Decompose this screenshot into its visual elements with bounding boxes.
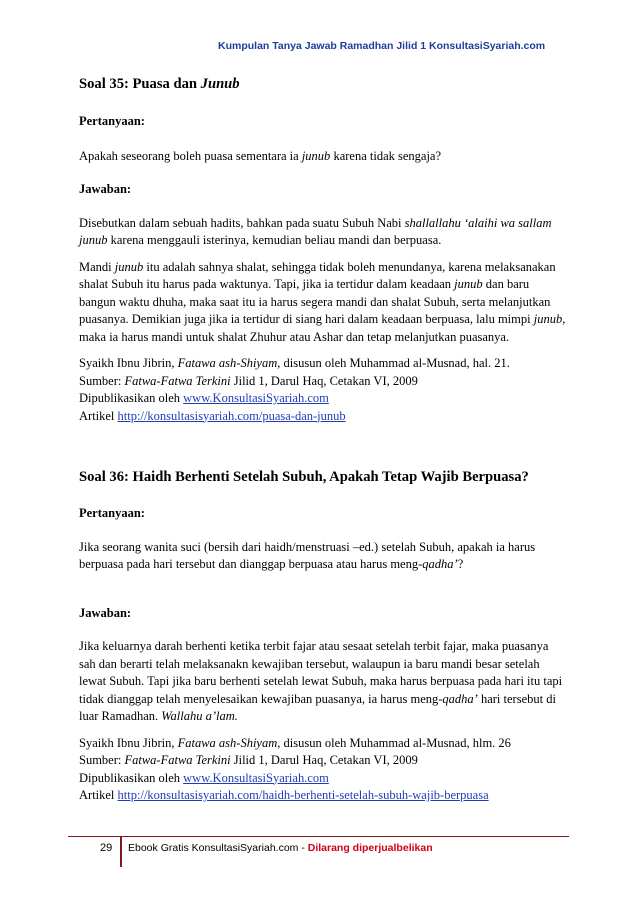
text-run: , disusun oleh Muhammad al-Musnad, hlm. 26 xyxy=(277,735,511,750)
footer-ebook-label: Ebook Gratis KonsultasiSyariah.com - xyxy=(128,842,308,854)
soal-35-question-label: Pertanyaan: xyxy=(79,114,145,128)
soal-35-title-emphasis: Junub xyxy=(200,76,240,92)
soal-35-references xyxy=(79,355,567,425)
reference-author xyxy=(79,355,567,373)
text-emphasis: shallallahu ‘alaihi wa sallam junub xyxy=(79,215,552,247)
text-run: , maka ia harus mandi untuk shalat Zhuhur atau Ashar dan tetap melanjutkan puasanya. xyxy=(79,312,566,344)
reference-book-title: Fatawa ash-Shiyam xyxy=(177,735,278,750)
text-run: Dipublikasikan oleh xyxy=(79,391,184,405)
text-run: Disebutkan dalam sebuah hadits, bahkan pada suatu Subuh Nabi xyxy=(79,215,405,230)
soal-36-question xyxy=(79,539,567,574)
footer-divider xyxy=(120,836,122,867)
soal-36-section xyxy=(79,468,567,805)
text-emphasis: qadha’ xyxy=(442,691,478,706)
text-run: ? xyxy=(457,557,464,571)
soal-36-question-label: Pertanyaan: xyxy=(79,506,145,520)
text-run: karena menggauli isterinya, kemudian beliau mandi dan berpuasa. xyxy=(107,233,442,247)
publisher-link[interactable]: www.KonsultasiSyariah.com xyxy=(183,770,329,785)
text-run: hari tersebut di luar Ramadhan. xyxy=(79,691,556,723)
reference-article xyxy=(79,408,567,426)
text-run: Sumber: xyxy=(79,373,125,388)
page-content xyxy=(79,75,567,805)
running-header: Kumpulan Tanya Jawab Ramadhan Jilid 1 KonsultasiSyariah.com xyxy=(218,40,546,52)
soal-35-question xyxy=(79,148,567,166)
text-run: Syaikh Ibnu Jibrin, xyxy=(79,735,178,750)
reference-source xyxy=(79,373,567,391)
text-run: Syaikh Ibnu Jibrin, xyxy=(79,356,178,370)
article-link[interactable]: http://konsultasisyariah.com/haidh-berhenti-setelah-subuh-wajib-berpuasa xyxy=(117,788,489,802)
text-run: Mandi xyxy=(79,259,115,274)
page-footer xyxy=(68,836,569,854)
reference-source-title: Fatwa-Fatwa Terkini xyxy=(124,373,231,388)
text-run: Artikel xyxy=(79,408,118,423)
text-run: Jika keluarnya darah berhenti ketika terbit fajar atau sesaat setelah terbit fajar, maka puasanya sah dan berarti telah melaksanakn kewajiban tersebut, walaupun ia baru mandi besar setelah lewat Subuh. Tapi jika baru berhenti setelah lewat Subuh, maka harus berpuasa pada hari itu tapi tidak dianggap telah menyelesaikan kewajiban puasanya, ia harus meng- xyxy=(79,639,563,706)
soal-35-title xyxy=(79,75,567,94)
text-emphasis: qadha’ xyxy=(422,557,458,571)
soal-35-answer-paragraph-2 xyxy=(79,259,567,347)
article-link[interactable]: http://konsultasisyariah.com/puasa-dan-junub xyxy=(117,408,346,423)
reference-book-title: Fatawa ash-Shiyam xyxy=(177,356,278,370)
text-run: Sumber: xyxy=(79,753,125,767)
reference-publisher xyxy=(79,390,567,408)
soal-35-question-part: Apakah seseorang boleh puasa sementara ia xyxy=(79,148,302,163)
text-run: , disusun oleh Muhammad al-Musnad, hal. 21. xyxy=(277,356,510,370)
page-number: 29 xyxy=(100,842,113,854)
reference-source xyxy=(79,752,567,770)
text-emphasis: Wallahu a’lam. xyxy=(161,709,238,723)
soal-35-section xyxy=(79,75,567,425)
text-emphasis: junub xyxy=(533,312,563,326)
soal-35-question-part: karena tidak sengaja? xyxy=(330,148,442,163)
text-run: Jilid 1, Darul Haq, Cetakan VI, 2009 xyxy=(230,753,418,767)
reference-article xyxy=(79,787,567,805)
text-run: Artikel xyxy=(79,788,118,802)
reference-source-title: Fatwa-Fatwa Terkini xyxy=(124,753,231,767)
soal-35-answer-label: Jawaban: xyxy=(79,182,132,196)
soal-35-title-text: Soal 35: Puasa dan xyxy=(79,76,201,92)
text-emphasis: junub xyxy=(114,259,144,274)
text-run: Jilid 1, Darul Haq, Cetakan VI, 2009 xyxy=(230,373,418,388)
publisher-link[interactable]: www.KonsultasiSyariah.com xyxy=(183,391,329,405)
soal-36-references xyxy=(79,735,567,805)
text-run: Dipublikasikan oleh xyxy=(79,770,184,785)
soal-35-question-emphasis: junub xyxy=(301,148,331,163)
reference-author xyxy=(79,735,567,753)
text-run: dan baru bangun waktu dhuha, maka saat itu ia harus segera mandi dan shalat Subuh, serta melanjutkan puasanya. Demikian juga jika ia tertidur di siang hari dalam keadaan berpuasa, lalu mimpi xyxy=(79,277,551,326)
text-run: itu adalah sahnya shalat, sehingga tidak boleh menundanya, karena melaksanakan shalat Subuh itu harus pada waktunya. Tapi, jika ia tertidur dalam keadaan xyxy=(79,259,556,291)
soal-35-answer-paragraph-1 xyxy=(79,215,567,250)
text-run: Jika seorang wanita suci (bersih dari haidh/menstruasi –ed.) setelah Subuh, apakah ia harus berpuasa pada hari tersebut dan dianggap berpuasa atau harus meng- xyxy=(79,539,536,571)
text-emphasis: junub xyxy=(454,277,483,291)
soal-36-answer-label: Jawaban: xyxy=(79,605,132,620)
soal-36-answer xyxy=(79,638,567,726)
footer-warning: Dilarang diperjualbelikan xyxy=(307,842,433,854)
footer-text xyxy=(128,842,433,854)
soal-36-title: Soal 36: Haidh Berhenti Setelah Subuh, Apakah Tetap Wajib Berpuasa? xyxy=(79,469,529,485)
reference-publisher xyxy=(79,770,567,788)
